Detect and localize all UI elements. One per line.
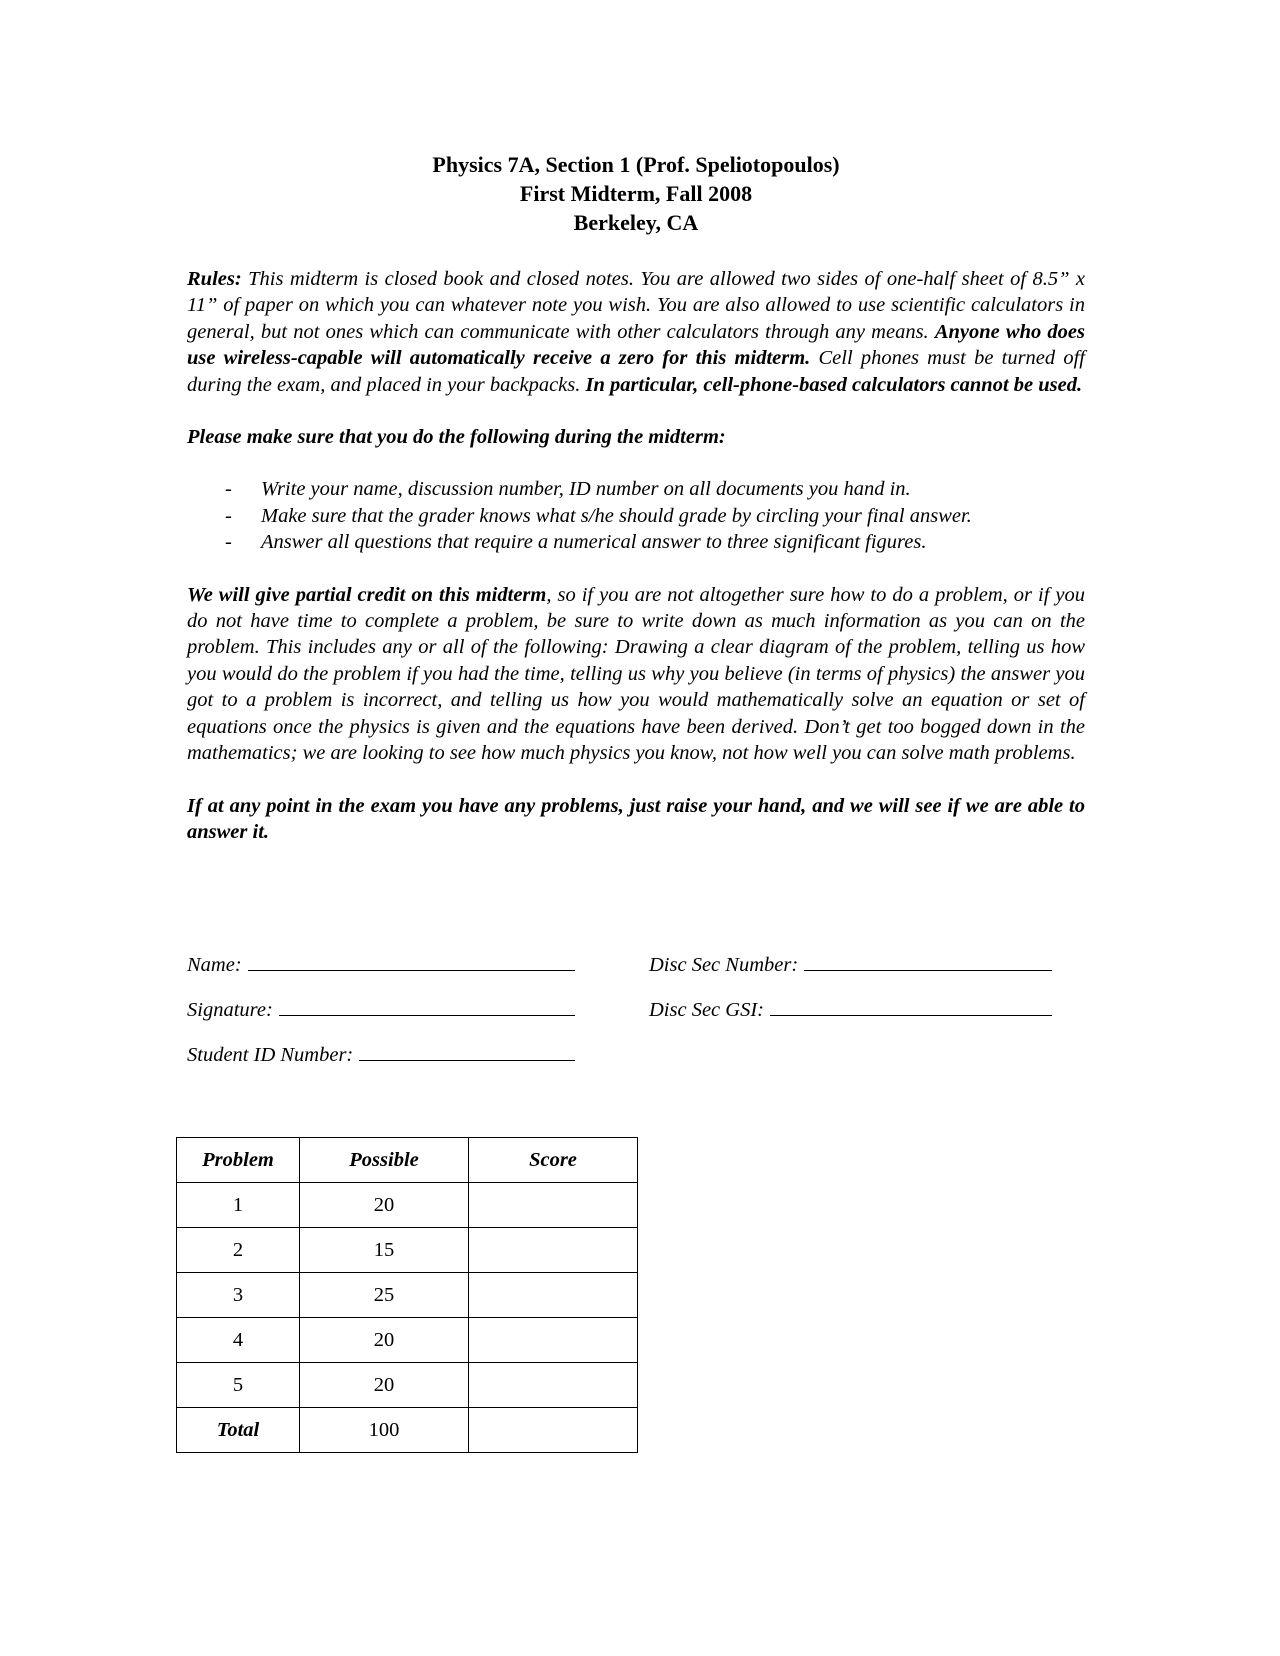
- disc-sec-gsi-label: Disc Sec GSI:: [649, 999, 764, 1021]
- total-row: [177, 1408, 638, 1453]
- partial-credit-text: , so if you are not altogether sure how to do a problem, or if you do not have time to complete a problem, be sure to write down as much information as you can on the problem. This includes any or all of the following: Drawing a clear diagram of the problem, telling us how you would do the problem if you had the time, telling us why you believe (in terms of physics) the answer you got to a problem is incorrect, and telling us how you would mathematically solve an equation or set of equations once the physics is given and the equations have been derived. Don’t get too bogged down in the mathematics; we are looking to see how much physics you know, not how well you can solve math problems.: [187, 583, 1085, 765]
- exam-location: Berkeley, CA: [573, 210, 699, 235]
- possible-header: Possible: [300, 1138, 469, 1183]
- exam-header: [187, 150, 1085, 237]
- partial-credit-bold: We will give partial credit on this midterm: [187, 583, 547, 606]
- score-cell[interactable]: [469, 1183, 638, 1228]
- score-cell[interactable]: [469, 1228, 638, 1273]
- closing-note: If at any point in the exam you have any problems, just raise your hand, and we will see if we are able to answer it.: [187, 794, 1085, 843]
- signature-field[interactable]: [187, 997, 575, 1022]
- possible-cell: 25: [300, 1273, 469, 1318]
- score-table-header-row: [177, 1138, 638, 1183]
- disc-sec-number-blank[interactable]: [804, 952, 1052, 971]
- dash-bullet: -: [225, 531, 232, 554]
- table-row: [177, 1183, 638, 1228]
- dash-bullet: -: [225, 478, 232, 501]
- course-title: Physics 7A, Section 1 (Prof. Speliotopoulos): [432, 152, 840, 177]
- problem-cell: 5: [177, 1363, 300, 1408]
- disc-sec-number-label: Disc Sec Number:: [649, 954, 799, 976]
- possible-cell: 20: [300, 1318, 469, 1363]
- score-header: Score: [469, 1138, 638, 1183]
- score-table: [176, 1137, 638, 1453]
- possible-cell: 15: [300, 1228, 469, 1273]
- signature-blank[interactable]: [279, 997, 575, 1016]
- name-field[interactable]: [187, 952, 575, 977]
- signature-label: Signature:: [187, 999, 273, 1021]
- rules-text-2: Cell phones must be turned off during the exam, and placed in your backpacks.: [187, 347, 1085, 396]
- total-label-cell: Total: [177, 1408, 300, 1453]
- disc-sec-number-field[interactable]: [649, 952, 1052, 977]
- rules-bold-2: In particular, cell-phone-based calculators cannot be used.: [585, 373, 1083, 396]
- instructions-list: [187, 476, 1085, 555]
- rules-text-1: This midterm is closed book and closed notes. You are allowed two sides of one-half sheet of 8.5” x 11” of paper on which you can whatever note you wish. You are also allowed to use scientific calculators in general, but not ones which can communicate with other calculators through any means.: [187, 268, 1085, 343]
- disc-sec-gsi-field[interactable]: [649, 997, 1052, 1022]
- table-row: [177, 1318, 638, 1363]
- problem-cell: 3: [177, 1273, 300, 1318]
- student-id-blank[interactable]: [359, 1042, 575, 1061]
- rules-label: Rules:: [187, 268, 242, 290]
- total-possible-cell: 100: [300, 1408, 469, 1453]
- dash-bullet: -: [225, 504, 232, 527]
- possible-cell: 20: [300, 1363, 469, 1408]
- list-item: - Write your name, discussion number, ID number on all documents you hand in.: [187, 476, 1085, 502]
- table-row: [177, 1228, 638, 1273]
- student-id-label: Student ID Number:: [187, 1044, 354, 1066]
- problem-header: Problem: [177, 1138, 300, 1183]
- rules-paragraph: [187, 266, 1085, 398]
- score-cell[interactable]: [469, 1318, 638, 1363]
- problem-cell: 4: [177, 1318, 300, 1363]
- disc-sec-gsi-blank[interactable]: [770, 997, 1052, 1016]
- rules-bold-1: Anyone who does use wireless-capable will automatically receive a zero for this midterm.: [187, 320, 1086, 370]
- exam-cover-page: [187, 150, 1085, 845]
- table-row: [177, 1273, 638, 1318]
- possible-cell: 20: [300, 1183, 469, 1228]
- instructions-heading: Please make sure that you do the following during the midterm:: [187, 426, 726, 449]
- table-row: [177, 1363, 638, 1408]
- score-cell[interactable]: [469, 1273, 638, 1318]
- student-id-field[interactable]: [187, 1042, 575, 1067]
- exam-title: First Midterm, Fall 2008: [519, 181, 753, 206]
- partial-credit-paragraph: [187, 582, 1085, 767]
- name-label: Name:: [187, 954, 242, 976]
- list-item: - Answer all questions that require a numerical answer to three significant figures.: [187, 529, 1085, 555]
- score-cell[interactable]: [469, 1363, 638, 1408]
- problem-cell: 2: [177, 1228, 300, 1273]
- total-score-cell[interactable]: [469, 1408, 638, 1453]
- list-item: - Make sure that the grader knows what s/he should grade by circling your final answer.: [187, 503, 1085, 529]
- problem-cell: 1: [177, 1183, 300, 1228]
- name-blank[interactable]: [248, 952, 575, 971]
